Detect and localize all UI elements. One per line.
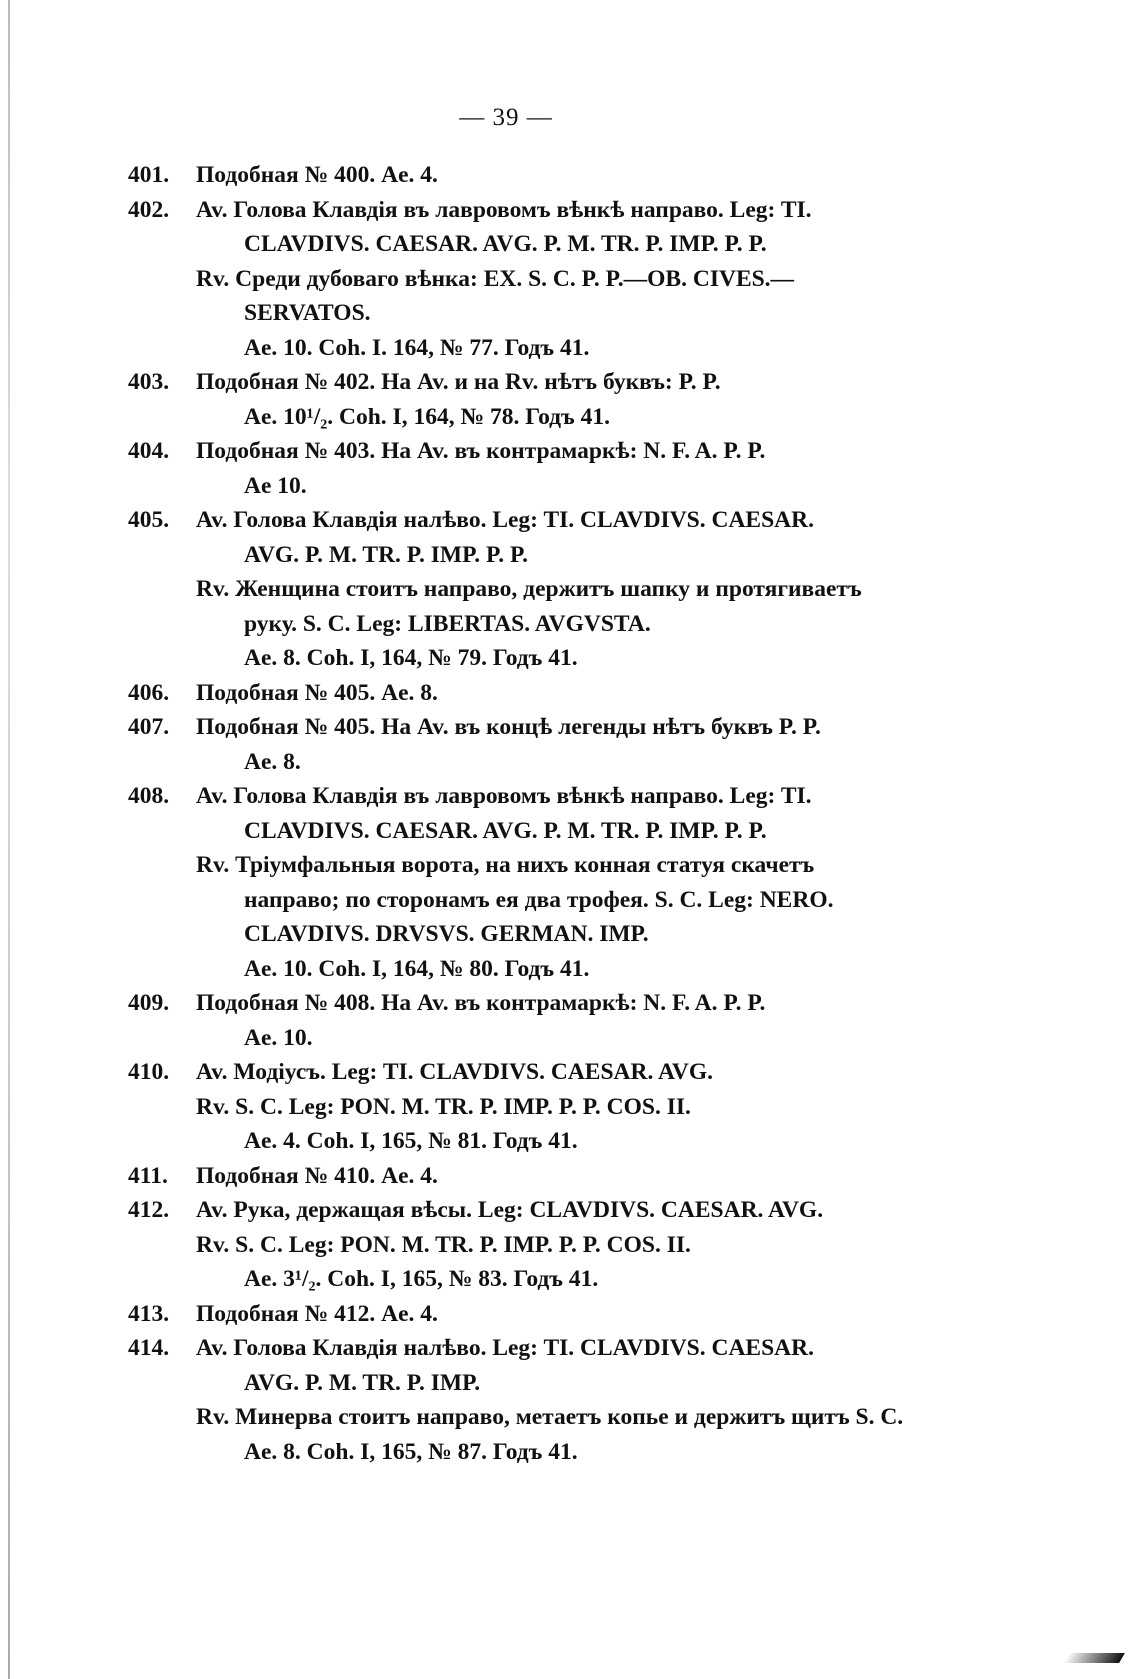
entry-number: 404. (128, 438, 170, 464)
entry-line: Ae. 10. Coh. I. 164, № 77. Годъ 41. (244, 334, 590, 361)
entry-line: CLAVDIVS. DRVSVS. GERMAN. IMP. (244, 921, 649, 947)
entry-number: 414. (128, 1335, 170, 1361)
entry-line: Подобная № 408. На Av. въ контрамаркѣ: N. F. A. P. P. (196, 990, 766, 1016)
entry-number: 410. (128, 1059, 170, 1085)
entry-line: SERVATOS. (244, 300, 371, 326)
catalog-entry (128, 1193, 928, 1297)
catalog-entry (128, 1331, 928, 1469)
entry-body (196, 676, 928, 711)
entry-number: 403. (128, 369, 170, 395)
entry-body (196, 1331, 928, 1469)
entry-line: Rv. Среди дубоваго вѣнка: EX. S. C. P. P.—OB. CIVES.— (196, 265, 795, 292)
catalog-entry (128, 676, 928, 711)
entry-body (196, 1159, 928, 1194)
entry-line: Rv. Женщина стоитъ направо, держитъ шапку и протягиваетъ (196, 576, 862, 602)
entry-line: Av. Голова Клавдія въ лавровомъ вѣнкѣ направо. Leg: TI. (196, 196, 812, 223)
entry-line: Подобная № 400. Ae. 4. (196, 162, 438, 188)
entry-line: Ae. 4. Coh. I, 165, № 81. Годъ 41. (244, 1128, 578, 1154)
page-number: — 39 — (459, 104, 553, 131)
catalog-entry (128, 365, 928, 434)
entry-line: Ae. 10¹/₂. Coh. I, 164, № 78. Годъ 41. (244, 403, 610, 430)
entry-line: направо; по сторонамъ ея два трофея. S. C. Leg: NERO. (244, 886, 834, 913)
entry-number: 409. (128, 990, 170, 1016)
entry-line: Av. Рука, держащая вѣсы. Leg: CLAVDIVS. CAESAR. AVG. (196, 1197, 824, 1223)
entry-number: 406. (128, 679, 170, 706)
entry-number: 407. (128, 714, 170, 740)
entry-line: Rv. Минерва стоитъ направо, метаетъ копье и держитъ щитъ S. C. (196, 1404, 904, 1430)
entry-body (196, 1193, 928, 1297)
entry-line: Подобная № 405. На Av. въ концѣ легенды нѣтъ буквъ P. P. (196, 714, 821, 740)
entry-line: Av. Голова Клавдія налѣво. Leg: TI. CLAVDIVS. CAESAR. (196, 1335, 814, 1361)
entry-line: Ae. 10. (244, 1024, 313, 1051)
entry-line: Подобная № 405. Ae. 8. (196, 679, 438, 706)
catalog-entry (128, 434, 928, 503)
catalog-entry (128, 193, 928, 366)
entry-body (196, 1055, 928, 1159)
entry-body (196, 779, 928, 986)
entry-number: 412. (128, 1197, 170, 1223)
entry-line: Ae. 8. Coh. I, 164, № 79. Годъ 41. (244, 645, 578, 671)
entry-body (196, 365, 928, 434)
entry-line: Av. Голова Клавдія въ лавровомъ вѣнкѣ направо. Leg: TI. (196, 783, 812, 809)
entry-number: 411. (128, 1162, 168, 1189)
entry-number: 408. (128, 783, 170, 809)
entry-line: Подобная № 403. На Av. въ контрамаркѣ: N. F. A. P. P. (196, 438, 766, 464)
entry-body (196, 158, 928, 193)
entry-line: Ae. 3¹/₂. Coh. I, 165, № 83. Годъ 41. (244, 1266, 599, 1292)
entry-line: Ae. 10. Coh. I, 164, № 80. Годъ 41. (244, 955, 590, 982)
entry-line: Ae 10. (244, 472, 307, 499)
entry-line: Rv. S. C. Leg: PON. M. TR. P. IMP. P. P. COS. II. (196, 1093, 691, 1120)
entry-body (196, 986, 928, 1055)
entry-line: AVG. P. M. TR. P. IMP. (244, 1369, 481, 1396)
entry-number: 401. (128, 162, 170, 188)
entry-line: AVG. P. M. TR. P. IMP. P. P. (244, 541, 529, 568)
entry-number: 402. (128, 196, 170, 223)
entry-line: CLAVDIVS. CAESAR. AVG. P. M. TR. P. IMP. P. P. (244, 231, 767, 257)
entry-body (196, 503, 928, 676)
entry-body (196, 710, 928, 779)
entry-body (196, 193, 928, 366)
entry-line: Ae. 8. (244, 748, 301, 775)
entry-line: Rv. Тріумфальныя ворота, на нихъ конная статуя скачетъ (196, 852, 815, 878)
entry-number: 413. (128, 1300, 170, 1327)
entry-number: 405. (128, 507, 170, 533)
catalog-entry (128, 1297, 928, 1332)
catalog-entries (128, 158, 928, 1469)
corner-smudge (1063, 1653, 1125, 1663)
entry-body (196, 434, 928, 503)
entry-line: Подобная № 402. На Av. и на Rv. нѣтъ буквъ: P. P. (196, 369, 721, 395)
entry-line: Av. Модіусъ. Leg: TI. CLAVDIVS. CAESAR. AVG. (196, 1059, 714, 1085)
catalog-entry (128, 779, 928, 986)
entry-line: Подобная № 412. Ae. 4. (196, 1300, 438, 1327)
entry-line: Rv. S. C. Leg: PON. M. TR. P. IMP. P. P. COS. II. (196, 1231, 691, 1258)
catalog-entry (128, 503, 928, 676)
catalog-entry (128, 1055, 928, 1159)
entry-body (196, 1297, 928, 1332)
scan-edge (8, 0, 10, 1679)
entry-line: Ae. 8. Coh. I, 165, № 87. Годъ 41. (244, 1438, 578, 1465)
catalog-entry (128, 158, 928, 193)
catalog-entry (128, 986, 928, 1055)
entry-line: Подобная № 410. Ae. 4. (196, 1162, 438, 1189)
entry-line: руку. S. C. Leg: LIBERTAS. AVGVSTA. (244, 610, 651, 637)
entry-line: CLAVDIVS. CAESAR. AVG. P. M. TR. P. IMP. P. P. (244, 817, 767, 844)
catalog-entry (128, 710, 928, 779)
entry-line: Av. Голова Клавдія налѣво. Leg: TI. CLAVDIVS. CAESAR. (196, 507, 814, 533)
catalog-entry (128, 1159, 928, 1194)
